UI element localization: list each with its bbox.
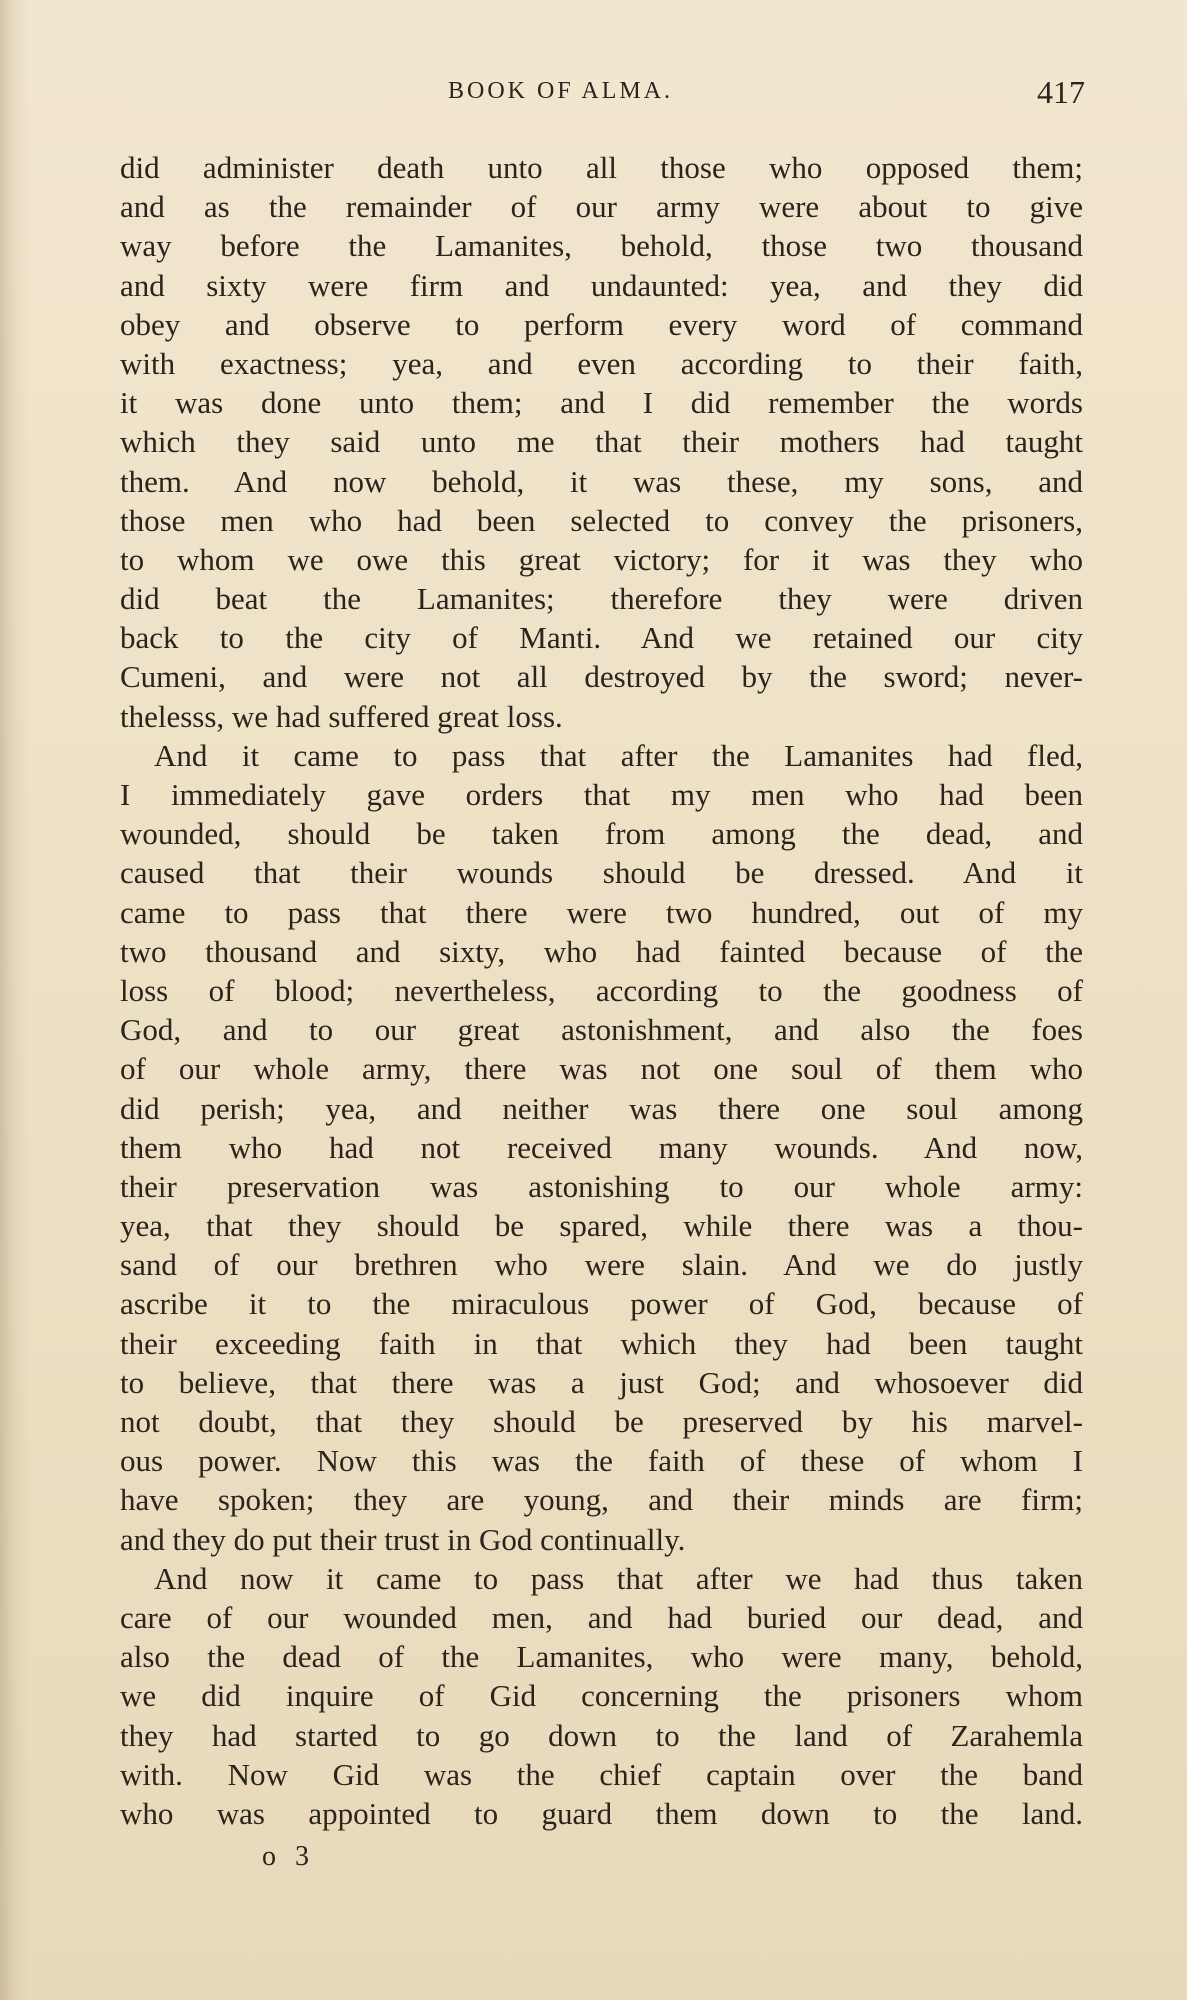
- text-line: with exactness; yea, and even according to their faith,: [120, 345, 1083, 381]
- text-line: back to the city of Manti. And we retained our city: [120, 620, 1083, 656]
- text-line: which they said unto me that their mothers had taught: [120, 424, 1083, 460]
- page-number: 417: [1037, 74, 1085, 110]
- text-line: them who had not received many wounds. And now,: [120, 1129, 1083, 1165]
- text-line: did administer death unto all those who opposed them;: [120, 150, 1083, 185]
- text-line: we did inquire of Gid concerning the prisoners whom: [120, 1678, 1083, 1714]
- text-line: did perish; yea, and neither was there one soul among: [120, 1090, 1083, 1126]
- text-line: ascribe it to the miraculous power of God, because of: [120, 1286, 1083, 1322]
- text-line: with. Now Gid was the chief captain over the band: [120, 1756, 1083, 1792]
- text-line: God, and to our great astonishment, and also the foes: [120, 1012, 1083, 1048]
- text-line: and as the remainder of our army were about to give: [120, 189, 1083, 225]
- page-header: [0, 74, 1187, 114]
- text-line: sand of our brethren who were slain. And we do justly: [120, 1247, 1083, 1283]
- text-line: yea, that they should be spared, while there was a thou-: [120, 1208, 1083, 1244]
- paragraph-start-line: And it came to pass that after the Lamanites had fled,: [154, 737, 1083, 773]
- text-line: it was done unto them; and I did remember the words: [120, 385, 1083, 421]
- text-line: caused that their wounds should be dressed. And it: [120, 855, 1083, 891]
- text-line: care of our wounded men, and had buried our dead, and: [120, 1599, 1083, 1635]
- text-line: Cumeni, and were not all destroyed by the sword; never-: [120, 659, 1083, 695]
- text-line: loss of blood; nevertheless, according to the goodness of: [120, 972, 1083, 1008]
- text-line: to whom we owe this great victory; for it was they who: [120, 541, 1083, 577]
- paragraph-end-line: thelesss, we had suffered great loss.: [120, 698, 563, 734]
- text-line: to believe, that there was a just God; and whosoever did: [120, 1364, 1083, 1400]
- text-line: they had started to go down to the land of Zarahemla: [120, 1717, 1083, 1753]
- signature-mark: o 3: [262, 1841, 315, 1872]
- text-line: not doubt, that they should be preserved by his marvel-: [120, 1404, 1083, 1439]
- text-line: obey and observe to perform every word of command: [120, 306, 1083, 342]
- paragraph-start-line: And now it came to pass that after we had thus taken: [154, 1560, 1083, 1596]
- text-line: did beat the Lamanites; therefore they were driven: [120, 581, 1083, 617]
- text-line: I immediately gave orders that my men who had been: [120, 777, 1083, 812]
- running-head: BOOK OF ALMA.: [448, 78, 674, 104]
- text-line: their preservation was astonishing to our whole army:: [120, 1168, 1083, 1204]
- text-line: those men who had been selected to convey the prisoners,: [120, 502, 1083, 538]
- body-text: [120, 148, 1083, 1833]
- text-line: way before the Lamanites, behold, those two thousand: [120, 228, 1083, 264]
- text-line: also the dead of the Lamanites, who were many, behold,: [120, 1639, 1083, 1675]
- text-line: wounded, should be taken from among the dead, and: [120, 816, 1083, 852]
- text-line: and sixty were firm and undaunted: yea, and they did: [120, 267, 1083, 303]
- text-line: have spoken; they are young, and their minds are firm;: [120, 1482, 1083, 1518]
- text-line: who was appointed to guard them down to the land.: [120, 1795, 1083, 1831]
- paragraph-end-line: and they do put their trust in God continually.: [120, 1521, 686, 1557]
- text-line: them. And now behold, it was these, my sons, and: [120, 463, 1083, 499]
- text-line: of our whole army, there was not one soul of them who: [120, 1051, 1083, 1087]
- text-line: ous power. Now this was the faith of these of whom I: [120, 1443, 1083, 1479]
- text-line: their exceeding faith in that which they had been taught: [120, 1325, 1083, 1361]
- text-line: two thousand and sixty, who had fainted because of the: [120, 933, 1083, 969]
- text-line: came to pass that there were two hundred, out of my: [120, 894, 1083, 930]
